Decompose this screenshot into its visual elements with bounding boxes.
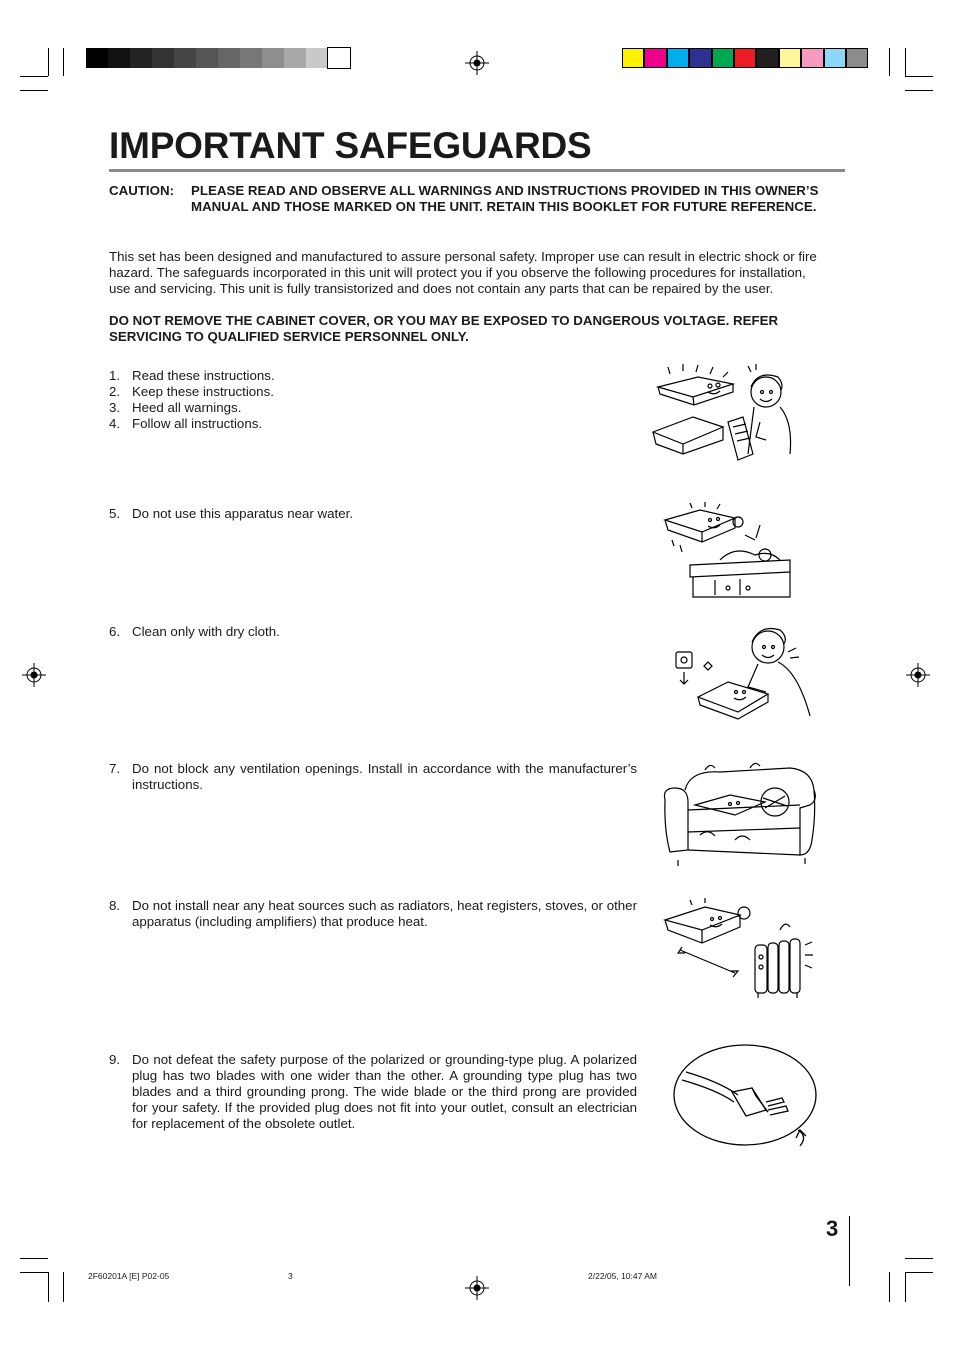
list-item [109, 624, 637, 640]
cabinet-warning: DO NOT REMOVE THE CABINET COVER, OR YOU MAY BE EXPOSED TO DANGEROUS VOLTAGE. REFER SERVICING TO QUALIFIED SERVICE PERSONNEL ONLY. [109, 313, 779, 344]
crop-mark [905, 1272, 906, 1302]
caution-text: PLEASE READ AND OBSERVE ALL WARNINGS AND INSTRUCTIONS PROVIDED IN THIS OWNER’S MANUAL AND THOSE MARKED ON THE UNIT. RETAIN THIS BOOKLET FOR FUTURE REFERENCE. [191, 183, 819, 214]
footer-page: 3 [288, 1271, 293, 1281]
list-item [109, 400, 637, 416]
item-text: Clean only with dry cloth. [132, 624, 280, 639]
crop-mark [889, 1272, 890, 1302]
gray-swatch [240, 48, 262, 68]
page-number: 3 [826, 1216, 839, 1241]
polarized-plug-illustration [672, 1040, 822, 1152]
gray-swatch [196, 48, 218, 68]
footer-timestamp: 2/22/05, 10:47 AM [588, 1271, 657, 1281]
item-text: Do not defeat the safety purpose of the polarized or grounding-type plug. A polarized plug has two blades with one wider than the other. A grounding type plug has two blades and a third grounding prong. The wide blade or the third prong are provided for your safety. If the provided plug does not fit into your outlet, consult an electrician for replacement of the obsolete outlet. [132, 1052, 637, 1131]
gray-swatch [152, 48, 174, 68]
list-item [109, 416, 637, 432]
page-edge-line [849, 1216, 850, 1286]
item-text: Do not block any ventilation openings. Install in accordance with the manufacturer’s instructions. [132, 761, 637, 792]
ventilation-sofa-illustration [660, 760, 818, 870]
gray-swatch [262, 48, 284, 68]
gray-swatch [306, 48, 328, 68]
color-swatch [667, 48, 689, 68]
registration-mark-icon [906, 663, 930, 687]
item-number: 6. [109, 624, 121, 639]
item-number: 9. [109, 1052, 121, 1067]
item-number: 3. [109, 400, 121, 415]
crop-mark [20, 1258, 48, 1259]
item-number: 4. [109, 416, 121, 431]
item-number: 2. [109, 384, 121, 399]
water-hazard-illustration [660, 500, 794, 600]
reading-instructions-illustration [648, 362, 798, 462]
gray-swatch [108, 48, 130, 68]
crop-mark [889, 48, 890, 76]
footer-doc-code: 2F60201A [E] P02-05 [88, 1271, 170, 1281]
crop-mark [63, 1272, 64, 1302]
item-number: 1. [109, 368, 121, 383]
crop-mark [905, 90, 933, 91]
list-item [109, 1052, 637, 1132]
gray-swatch [328, 48, 350, 68]
gray-swatch [174, 48, 196, 68]
color-swatch [712, 48, 734, 68]
color-swatch [846, 48, 868, 68]
item-number: 7. [109, 761, 121, 776]
crop-mark [905, 1272, 933, 1273]
color-swatch [824, 48, 846, 68]
color-swatch [801, 48, 823, 68]
list-item [109, 506, 637, 522]
registration-mark-icon [465, 1276, 489, 1300]
list-item [109, 384, 637, 400]
list-item [109, 761, 637, 793]
color-swatch [689, 48, 711, 68]
crop-mark [20, 90, 48, 91]
title-underline [109, 169, 845, 172]
item-text: Do not install near any heat sources such as radiators, heat registers, stoves, or other apparatus (including amplifiers) that produce heat. [132, 898, 637, 929]
page-title: IMPORTANT SAFEGUARDS [109, 125, 592, 166]
registration-mark-icon [22, 663, 46, 687]
item-text: Do not use this apparatus near water. [132, 506, 354, 521]
color-swatch [779, 48, 801, 68]
intro-paragraph: This set has been designed and manufactured to assure personal safety. Improper use can result in electric shock or fire hazard. The safeguards incorporated in this unit will protect you if you observe the following procedures for installation, use and servicing. This unit is fully transistorized and does not contain any parts that can be repaired by the user. [109, 249, 817, 296]
list-item [109, 368, 637, 384]
list-item [109, 898, 637, 930]
item-text: Heed all warnings. [132, 400, 242, 415]
crop-mark [905, 76, 933, 77]
registration-mark-icon [465, 51, 489, 75]
crop-mark [905, 1258, 933, 1259]
gray-swatch [284, 48, 306, 68]
crop-mark [48, 1272, 49, 1302]
cleaning-illustration [668, 622, 816, 720]
crop-mark [48, 48, 49, 76]
crop-mark [905, 48, 906, 76]
color-swatch [644, 48, 666, 68]
heat-source-illustration [660, 895, 818, 1000]
color-swatch [734, 48, 756, 68]
item-number: 5. [109, 506, 121, 521]
caution-label: CAUTION: [109, 183, 174, 198]
crop-mark [20, 76, 48, 77]
crop-mark [20, 1272, 48, 1273]
crop-mark [63, 48, 64, 76]
item-text: Read these instructions. [132, 368, 275, 383]
item-text: Keep these instructions. [132, 384, 274, 399]
gray-swatch [218, 48, 240, 68]
gray-swatch [130, 48, 152, 68]
item-number: 8. [109, 898, 121, 913]
item-text: Follow all instructions. [132, 416, 263, 431]
gray-swatch [86, 48, 108, 68]
color-swatch [756, 48, 778, 68]
color-swatch [622, 48, 644, 68]
